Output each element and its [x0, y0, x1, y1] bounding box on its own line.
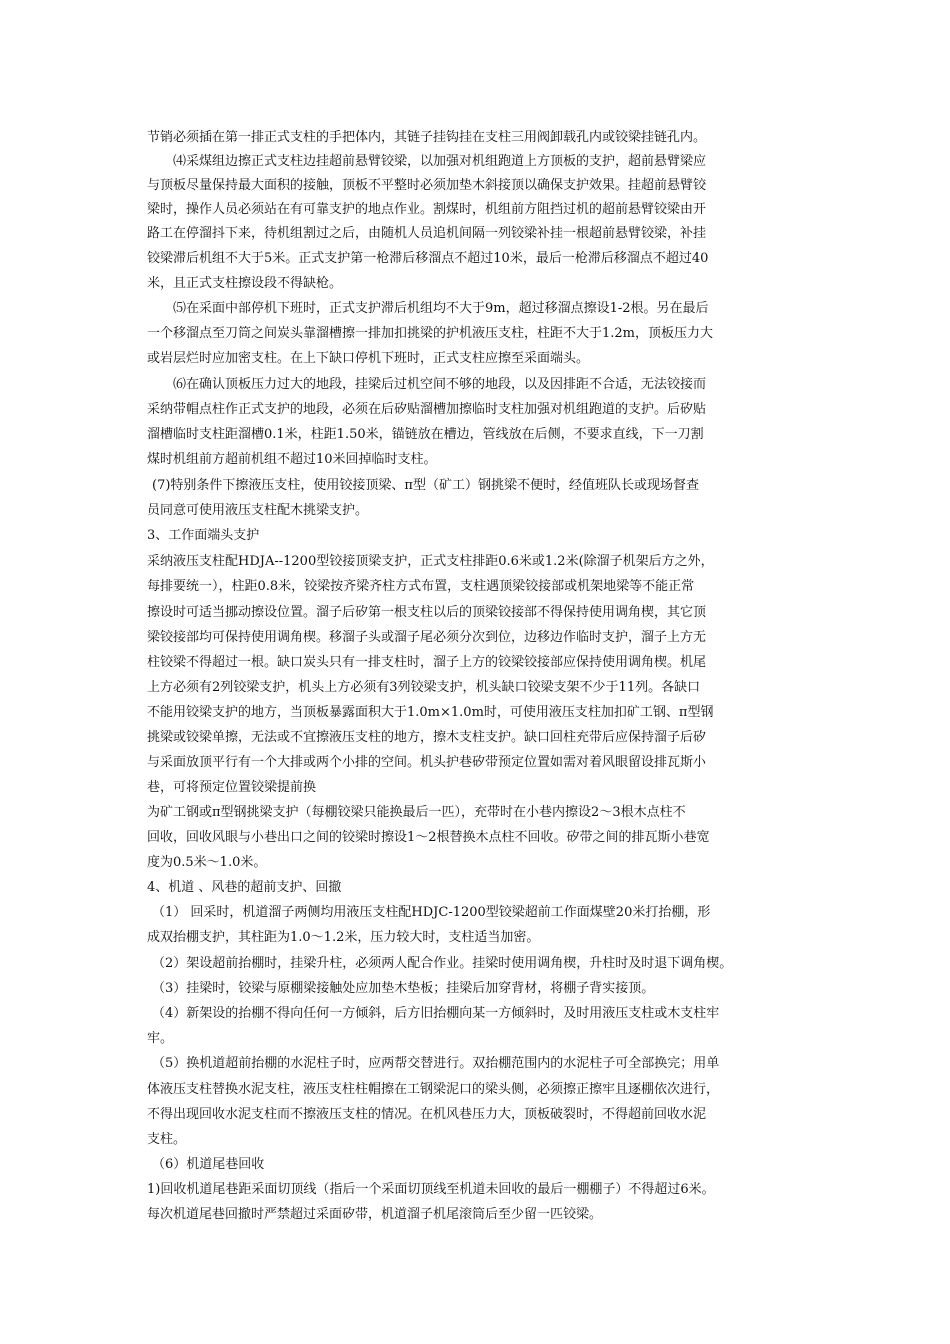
text-line: 为矿工钢或π型钢挑梁支护（每棚铰梁只能换最后一匹），充带时在小巷内擦设2～3根木点柱不: [147, 805, 686, 820]
text-line: 一个移溜点至刀筒之间炭头靠溜槽擦一排加扣挑梁的护机液压支柱，柱距不大于1.2m，顶板压力大: [147, 326, 714, 341]
text-line: 员同意可使用液压支柱配木挑梁支护。: [147, 503, 369, 518]
text-line: 溜槽临时支柱距溜槽0.1米，柱距1.50米，锚链放在槽边，管线放在后侧，不要求直线，下一刀割: [147, 427, 704, 442]
text-line: 支柱。: [147, 1132, 187, 1147]
text-line: 米，且正式支柱擦设段不得缺枪。: [147, 276, 343, 291]
section-heading: （6）机道尾巷回收: [152, 1157, 265, 1172]
text-line: 与采面放顶平行有一个大排或两个小排的空间。机头护巷矽带预定位置如需对着风眼留设排瓦斯小: [147, 755, 707, 770]
text-line: 采纳液压支柱配HDJA--1200型铰接顶梁支护，正式支柱排距0.6米或1.2米(除溜子机架后方之外，: [147, 554, 714, 569]
text-line: 不能用铰梁支护的地方，当顶板暴露面积大于1.0m×1.0m时，可使用液压支柱加扣矿工钢、π型钢: [147, 705, 714, 720]
text-line: 1)回收机道尾巷距采面切顶线（指后一个采面切顶线至机道未回收的最后一棚棚子）不得超过6米。: [147, 1182, 715, 1197]
text-line: 铰梁滞后机组不大于5米。正式支护第一枪滞后移溜点不超过10米，最后一枪滞后移溜点不超过40: [147, 251, 709, 266]
text-line: 成双抬棚支护，其柱距为1.0～1.2米，压力较大时，支柱适当加密。: [147, 930, 540, 945]
text-line: 体液压支柱替换水泥支柱，液压支柱柱帽擦在工钢梁泥口的梁头侧，必须擦正擦牢且逐棚依次进行，: [147, 1082, 720, 1097]
text-line: 回收，回收风眼与小巷出口之间的铰梁时擦设1～2根替换木点柱不回收。矽带之间的排瓦斯小巷宽: [147, 830, 710, 845]
section-heading: 4、机道 、风巷的超前支护、回撤: [147, 880, 342, 895]
text-line: 路工在停溜抖下来，待机组割过之后，由随机人员追机间隔一列铰梁补挂一根超前悬臂铰梁，补挂: [147, 226, 707, 241]
text-line: （4）新架设的抬棚不得向任何一方倾斜，后方旧抬棚向某一方倾斜时，及时用液压支柱或木支柱牢: [152, 1006, 720, 1021]
text-line: 每次机道尾巷回撤时严禁超过采面矽带，机道溜子机尾滚筒后至少留一匹铰梁。: [147, 1207, 603, 1222]
text-line: 不得出现回收水泥支柱而不擦液压支柱的情况。在机风巷压力大，顶板破裂时，不得超前回收水泥: [147, 1107, 707, 1122]
text-line: ⑸在采面中部停机下班时，正式支护滞后机组均不大于9m，超过移溜点擦设1-2根。另在最后: [173, 301, 709, 316]
text-line: （5）换机道超前抬棚的水泥柱子时，应两帮交替进行。双抬棚范围内的水泥柱子可全部换完；用单: [152, 1056, 720, 1071]
text-line: 梁铰接部均可保持使用调角楔。移溜子头或溜子尾必须分次到位，边移边作临时支护，溜子上方无: [147, 630, 707, 645]
text-line: 与顶板尽量保持最大面积的接触，顶板不平整时必须加垫木斜接顶以确保支护效果。挂超前悬臂铰: [147, 178, 707, 193]
text-line: 或岩层烂时应加密支柱。在上下缺口停机下班时，正式支柱应擦至采面端头。: [147, 351, 590, 366]
text-line: 巷，可将预定位置铰梁提前换: [147, 780, 317, 795]
text-line: 度为0.5米～1.0米。: [147, 855, 267, 870]
text-line: 节销必须插在第一排正式支柱的手把体内，其链子挂钩挂在支柱三用阀卸载孔内或铰梁挂链孔内。: [147, 130, 707, 145]
text-line: 煤时机组前方超前机组不超过10米回掉临时支柱。: [147, 452, 437, 467]
text-line: 擦设时可适当挪动擦设位置。溜子后矽第一根支柱以后的顶梁铰接部不得保持使用调角楔，其它顶: [147, 605, 707, 620]
text-line: 上方必须有2列铰梁支护，机头上方必须有3列铰梁支护，机头缺口铰梁支架不少于11列。各缺口: [147, 680, 701, 695]
text-line: 牢。: [147, 1031, 174, 1046]
text-line: 柱铰梁不得超过一根。缺口炭头只有一排支柱时，溜子上方的铰梁铰接部应保持使用调角楔。机尾: [147, 655, 707, 670]
text-line: ⑹在确认顶板压力过大的地段，挂梁后过机空间不够的地段，以及因排距不合适，无法铰接而: [173, 377, 707, 392]
text-line: （1） 回采时，机道溜子两侧均用液压支柱配HDJC-1200型铰梁超前工作面煤壁20米打抬棚，形: [152, 905, 711, 920]
text-line: 梁时，操作人员必须站在有可靠支护的地点作业。割煤时，机组前方阻挡过机的超前悬臂铰梁由开: [147, 202, 707, 217]
text-line: ⑷采煤组边擦正式支柱边挂超前悬臂铰梁，以加强对机组跑道上方顶板的支护，超前悬臂梁应: [173, 154, 707, 169]
section-heading: 3、工作面端头支护: [147, 528, 260, 543]
text-line: （2）架设超前抬棚时，挂梁升柱，必须两人配合作业。挂梁时使用调角楔，升柱时及时退下调角楔。: [152, 956, 733, 971]
text-line: 每排要统一），柱距0.8米，铰梁按齐梁齐柱方式布置，支柱遇顶梁铰接部或机架地梁等不能正常: [147, 579, 695, 594]
text-line: (7)特别条件下擦液压支柱，使用铰接顶梁、π型（矿工）钢挑梁不便时，经值班队长或现场督查: [152, 478, 699, 493]
text-line: 采纳带帽点柱作正式支护的地段，必须在后矽贴溜槽加擦临时支柱加强对机组跑道的支护。后矽贴: [147, 402, 707, 417]
text-line: 挑梁或铰梁单擦，无法或不宜擦液压支柱的地方，擦木支柱支护。缺口回柱充带后应保持溜子后矽: [147, 730, 707, 745]
text-line: （3）挂梁时，铰梁与原棚梁接触处应加垫木垫板；挂梁后加穿背材，将棚子背实接顶。: [152, 981, 655, 996]
